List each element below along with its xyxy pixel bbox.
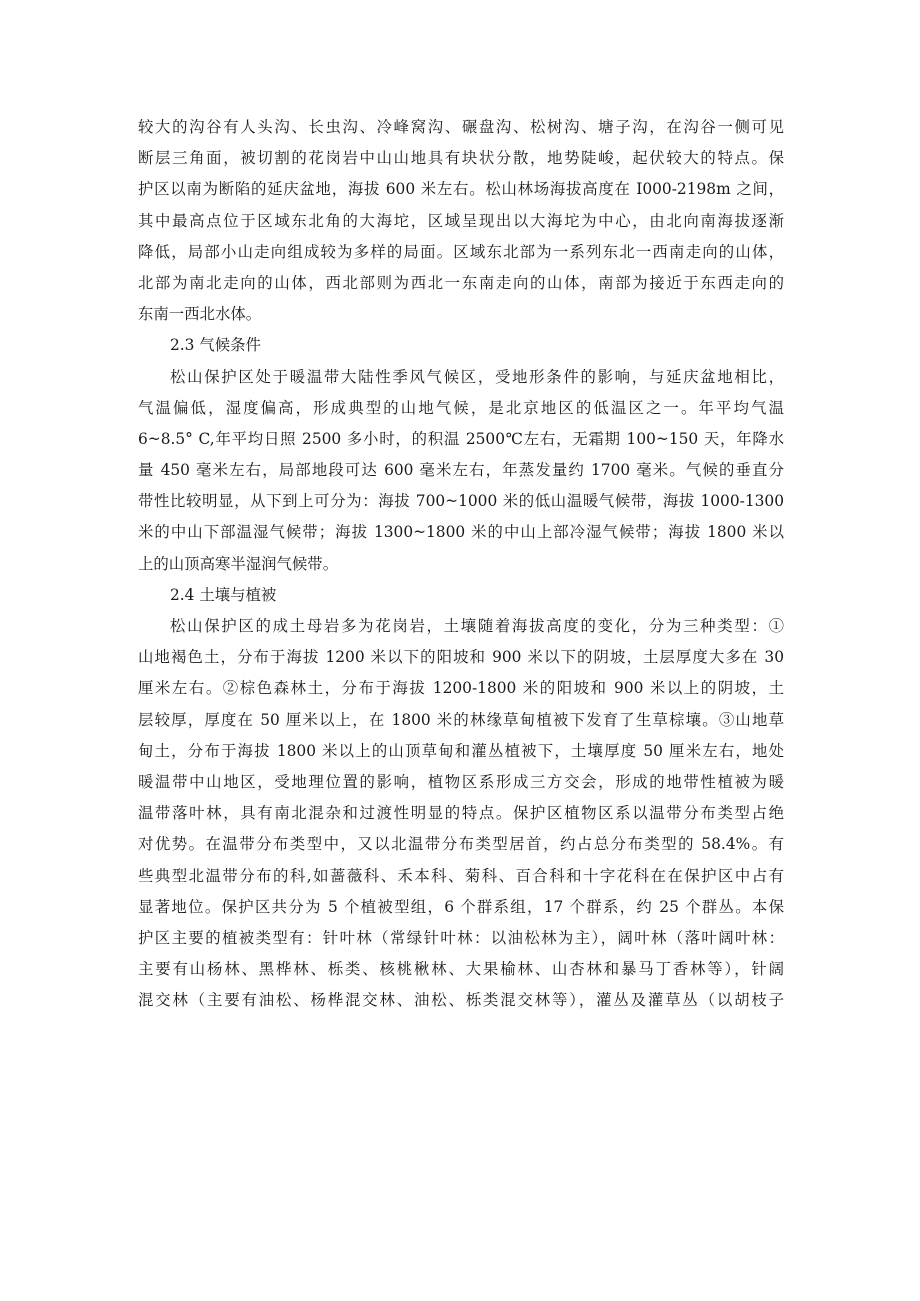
paragraph-line: 主要有山杨林、黑桦林、栎类、核桃楸林、大果榆林、山杏林和暴马丁香林等），针阔 <box>138 960 784 979</box>
paragraph-line: 厘米左右。②棕色森林土，分布于海拔 1200-1800 米的阳坡和 900 米以上的阴坡，土 <box>138 679 784 698</box>
paragraph-line: 带性比较明显，从下到上可分为：海拔 700~1000 米的低山温暖气候带，海拔 1000-1300 <box>138 492 784 511</box>
paragraph-line: 较大的沟谷有人头沟、长虫沟、冷峰窝沟、碾盘沟、松树沟、塘子沟，在沟谷一侧可见 <box>138 118 784 136</box>
paragraph-line: 松山保护区的成土母岩多为花岗岩，土壤随着海拔高度的变化，分为三种类型：① <box>170 617 784 635</box>
section-heading-soil-vegetation: 2.4 土壤与植被 <box>170 585 277 604</box>
paragraph-line: 山地褐色土，分布于海拔 1200 米以下的阳坡和 900 米以下的阴坡，土层厚度大多在 30 <box>138 648 784 667</box>
paragraph-line: 松山保护区处于暖温带大陆性季风气候区，受地形条件的影响，与延庆盆地相比， <box>170 367 784 386</box>
paragraph-soil-vegetation <box>138 611 784 1016</box>
paragraph-line: 米的中山下部温湿气候带；海拔 1300~1800 米的中山上部冷湿气候带；海拔 1800 米以 <box>138 523 784 542</box>
paragraph-line: 些典型北温带分布的科,如蔷薇科、禾本科、菊科、百合科和十字花科在在保护区中占有 <box>138 866 784 885</box>
paragraph-line: 层较厚，厚度在 50 厘米以上，在 1800 米的林缘草甸植被下发育了生草棕壤。③山地草 <box>138 710 784 729</box>
section-heading-climate: 2.3 气候条件 <box>170 336 261 355</box>
paragraph-line: 气温偏低，湿度偏高，形成典型的山地气候，是北京地区的低温区之一。年平均气温 <box>138 398 784 417</box>
paragraph-line: 护区以南为断陷的延庆盆地，海拔 600 米左右。松山林场海拔高度在 I000-2198m 之间， <box>138 180 784 199</box>
paragraph-line: 6~8.5° C,年平均日照 2500 多小时，的积温 2500℃左右，无霜期 100~150 天，年降水 <box>138 429 784 448</box>
paragraph-line: 北部为南北走向的山体，西北部则为西北一东南走向的山体，南部为接近于东西走向的 <box>138 273 784 292</box>
document-body <box>138 112 784 1016</box>
paragraph-line: 其中最高点位于区域东北角的大海坨，区域呈现出以大海坨为中心，由北向南海拔逐渐 <box>138 211 784 230</box>
paragraph-line: 暖温带中山地区，受地理位置的影响，植物区系形成三方交会，形成的地带性植被为暖 <box>138 772 784 791</box>
paragraph-terrain <box>138 112 784 330</box>
paragraph-line: 护区主要的植被类型有：针叶林（常绿针叶林：以油松林为主），阔叶林（落叶阔叶林： <box>138 928 784 947</box>
paragraph-line: 甸土，分布于海拔 1800 米以上的山顶草甸和灌丛植被下，土壤厚度 50 厘米左右，地处 <box>138 741 784 760</box>
paragraph-line: 显著地位。保护区共分为 5 个植被型组，6 个群系组，17 个群系，约 25 个群丛。本保 <box>138 897 784 916</box>
paragraph-climate <box>138 362 784 580</box>
paragraph-line: 东南一西北水体。 <box>138 305 262 324</box>
paragraph-line: 量 450 毫米左右，局部地段可达 600 毫米左右，年蒸发量约 1700 毫米。气候的垂直分 <box>138 461 784 480</box>
paragraph-line: 降低，局部小山走向组成较为多样的局面。区域东北部为一系列东北一西南走向的山体， <box>138 242 784 261</box>
paragraph-line: 上的山顶高寒半湿润气候带。 <box>138 554 339 573</box>
paragraph-line: 断层三角面，被切割的花岗岩中山山地具有块状分散，地势陡峻，起伏较大的特点。保 <box>138 149 784 168</box>
paragraph-line: 温带落叶林，具有南北混杂和过渡性明显的特点。保护区植物区系以温带分布类型占绝 <box>138 804 784 823</box>
paragraph-line: 对优势。在温带分布类型中，又以北温带分布类型居首，约占总分布类型的 58.4%。有 <box>138 835 784 854</box>
paragraph-line: 混交林（主要有油松、杨桦混交林、油松、栎类混交林等），灌丛及灌草丛（以胡枝子 <box>138 991 784 1010</box>
